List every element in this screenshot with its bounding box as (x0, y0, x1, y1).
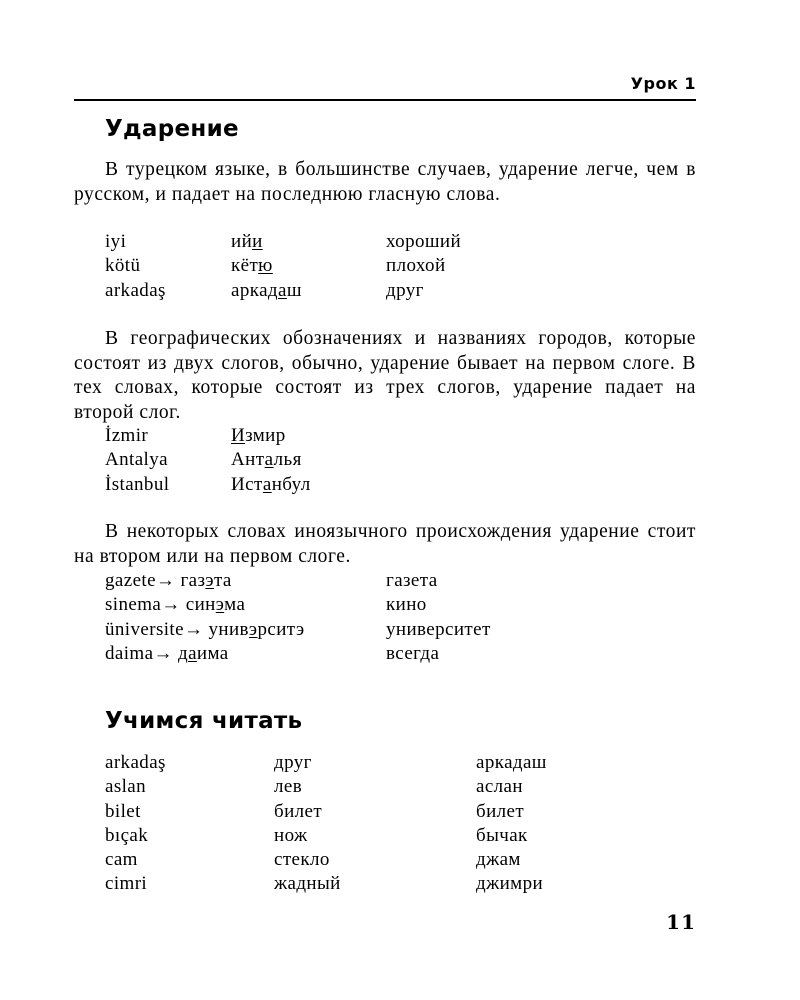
pronunciation: кётю (231, 255, 273, 277)
translation: нож (274, 824, 308, 846)
turkish-word: arkadaş (105, 279, 166, 301)
turkish-word: kötü (105, 255, 141, 277)
word-with-pronunciation: sinema→ синэма (105, 594, 246, 616)
translation: жадный (274, 873, 341, 895)
turkish-word: İstanbul (105, 473, 170, 495)
translation: друг (386, 279, 424, 301)
pronunciation: джимри (476, 873, 544, 895)
pronunciation: аркадаш (231, 279, 302, 301)
translation: билет (274, 800, 323, 822)
word-with-pronunciation: gazete→ газэта (105, 570, 232, 591)
arrow-icon: → (183, 618, 204, 640)
word-with-pronunciation: üniversite→ унивэрситэ (105, 618, 305, 640)
turkish-word: iyi (105, 231, 127, 252)
arrow-icon: → (161, 594, 181, 616)
arrow-icon: → (155, 570, 176, 591)
turkish-word: bilet (105, 800, 141, 822)
turkish-word: arkadaş (105, 752, 166, 773)
stressed-vowel: а (264, 449, 274, 471)
running-header: Урок 1 (630, 74, 696, 93)
translation: кино (386, 594, 427, 616)
translation: стекло (274, 849, 330, 871)
stress-intro-paragraph: В турецком языке, в большинстве случаев, ударение легче, чем в русском, и падает на последнюю гласную слова. (74, 159, 696, 205)
translation: лев (274, 776, 303, 798)
pronunciation: аркадаш (476, 752, 547, 773)
translation: хороший (386, 231, 462, 252)
translation: университет (386, 618, 491, 640)
pronunciation: ийи (231, 231, 263, 252)
stressed-vowel: И (231, 425, 246, 446)
pronunciation: джам (476, 849, 521, 871)
stressed-vowel: и (252, 231, 263, 252)
turkish-word: bıçak (105, 824, 149, 846)
translation: плохой (386, 255, 446, 277)
stressed-vowel: а (188, 642, 197, 664)
pronunciation: Истанбул (231, 473, 311, 495)
stressed-vowel: э (248, 618, 258, 640)
pronunciation: аслан (476, 776, 523, 798)
reading-heading: Учимся читать (105, 708, 303, 734)
translation: всегда (386, 642, 440, 664)
foreign-intro-paragraph: В некоторых словах иноязычного происхождения ударение стоит на втором или на первом слоге. (74, 521, 696, 567)
header-rule (74, 99, 696, 101)
stressed-vowel: ю (258, 255, 273, 277)
stress-heading: Ударение (105, 116, 239, 142)
turkish-word: Antalya (105, 449, 168, 471)
stressed-vowel: а (262, 473, 272, 495)
stressed-vowel: э (215, 594, 225, 616)
pronunciation: билет (476, 800, 525, 822)
pronunciation: Измир (231, 425, 286, 446)
turkish-word: cimri (105, 873, 148, 895)
stressed-vowel: э (205, 570, 214, 591)
stressed-vowel: а (277, 279, 287, 301)
page-number: 11 (666, 910, 696, 934)
translation: газета (386, 570, 438, 591)
word-with-pronunciation: daima→ даима (105, 642, 229, 664)
turkish-word: aslan (105, 776, 147, 798)
turkish-word: cam (105, 849, 138, 871)
arrow-icon: → (153, 642, 173, 664)
geo-intro-paragraph: В географических обозначениях и названиях городов, которые состоят из двух слогов, обычно, ударение бывает на первом слоге. В тех словах, которые состоят из трех слогов, ударение падает на второй слог. (74, 328, 696, 423)
pronunciation: бычак (476, 824, 528, 846)
pronunciation: Анталья (231, 449, 302, 471)
translation: друг (274, 752, 312, 773)
turkish-word: İzmir (105, 425, 149, 446)
